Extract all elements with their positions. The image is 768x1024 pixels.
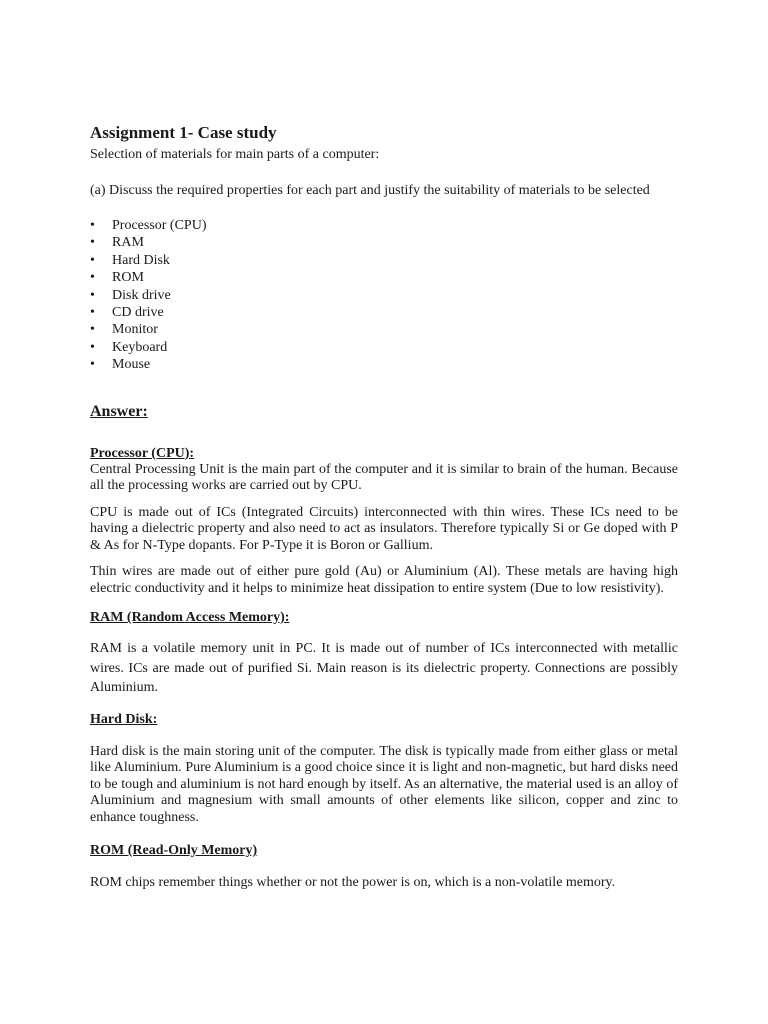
list-item (90, 287, 678, 304)
list-item-label: Mouse (112, 357, 151, 373)
bullet-icon: • (90, 357, 95, 373)
list-item (90, 217, 678, 234)
rom-heading: ROM (Read-Only Memory) (90, 843, 258, 859)
list-item-label: ROM (112, 270, 144, 286)
list-item (90, 339, 678, 356)
list-item-label: Keyboard (112, 339, 168, 355)
list-item (90, 252, 678, 269)
document-body (90, 122, 678, 892)
hard-disk-heading: Hard Disk: (90, 711, 158, 727)
question-text: (a) Discuss the required properties for each part and justify the suitability of materials to be selected (90, 182, 650, 198)
list-item-label: CD drive (112, 305, 164, 321)
list-item-label: Disk drive (112, 287, 171, 303)
list-item (90, 356, 678, 373)
bullet-icon: • (90, 322, 95, 338)
bullet-icon: • (90, 287, 95, 303)
bullet-icon: • (90, 339, 95, 355)
bullet-icon: • (90, 305, 95, 321)
ram-paragraph: RAM is a volatile memory unit in PC. It is made out of number of ICs interconnected with metallic wires. ICs are made out of purified Si. Main reason is its dielectric property. Connections are possibly Aluminium. (90, 641, 678, 696)
assignment-subtitle: Selection of materials for main parts of a computer: (90, 147, 380, 162)
list-item-label: RAM (112, 235, 144, 251)
list-item (90, 321, 678, 338)
list-item-label: Hard Disk (112, 252, 170, 268)
bullet-icon: • (90, 235, 95, 251)
ram-heading: RAM (Random Access Memory): (90, 610, 290, 626)
cpu-paragraph-1: Central Processing Unit is the main part of the computer and it is similar to brain of the human. Because all the processing works are carried out by CPU. (90, 461, 678, 494)
cpu-heading: Processor (CPU): (90, 445, 195, 461)
list-item (90, 234, 678, 251)
bullet-icon: • (90, 270, 95, 286)
list-item-label: Processor (CPU) (112, 218, 207, 233)
rom-paragraph: ROM chips remember things whether or not the power is on, which is a non-volatile memory. (90, 875, 616, 891)
bullet-icon: • (90, 252, 95, 268)
bullet-icon: • (90, 218, 95, 233)
cpu-paragraph-2: CPU is made out of ICs (Integrated Circuits) interconnected with thin wires. These ICs need to be having a dielectric property and also need to act as insulators. Therefore typically Si or Ge doped with P & As for N-Type dopants. For P-Type it is Boron or Gallium. (90, 504, 678, 553)
assignment-title: Assignment 1- Case study (90, 123, 277, 142)
cpu-paragraph-3: Thin wires are made out of either pure gold (Au) or Aluminium (Al). These metals are having high electric conductivity and it helps to minimize heat dissipation to entire system (Due to low resistivity). (90, 564, 678, 596)
list-item (90, 269, 678, 286)
parts-list (90, 217, 678, 374)
hard-disk-paragraph: Hard disk is the main storing unit of the computer. The disk is typically made from either glass or metal like Aluminium. Pure Aluminium is a good choice since it is light and non-magnetic, but hard disks need to be tough and aluminium is not hard enough by itself. As an alternative, the material used is an alloy of Aluminium and magnesium with small amounts of other elements like silicon, copper and zinc to enhance toughness. (90, 743, 678, 825)
list-item-label: Monitor (112, 322, 158, 338)
list-item (90, 304, 678, 321)
answer-heading: Answer: (90, 402, 148, 420)
